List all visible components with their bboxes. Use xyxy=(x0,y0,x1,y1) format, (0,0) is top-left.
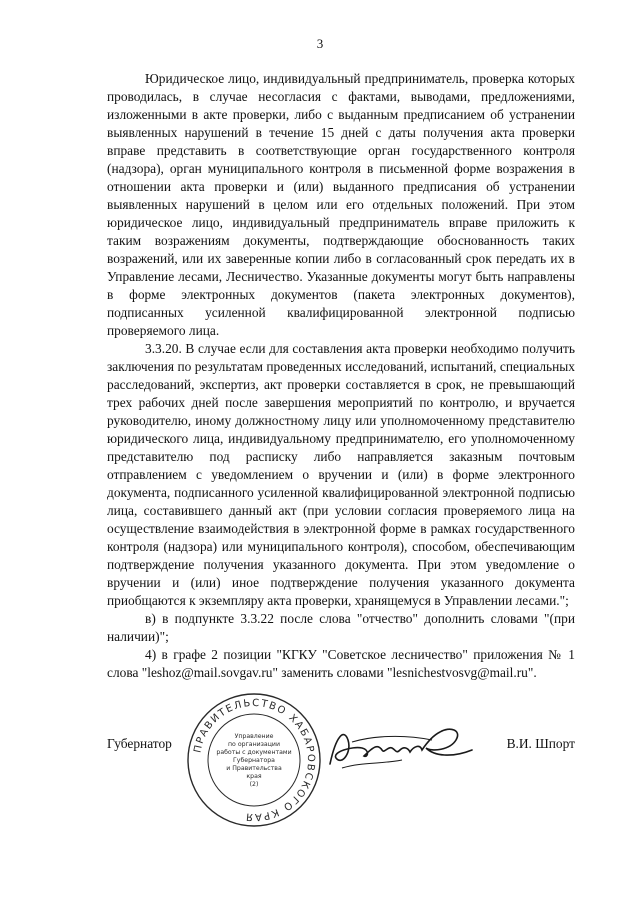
svg-text:работы с документами: работы с документами xyxy=(216,749,292,756)
paragraph-objections: Юридическое лицо, индивидуальный предприниматель, проверка которых проводилась, в случае несогласия с фактами, выводами, предложениями, изложенными в акте проверки, либо с выданным предписанием об устранении выявленных нарушений в течение 15 дней с даты получения акта проверки вправе представить в соответствующие орган государственного контроля (надзора), орган муниципального контроля в письменной форме возражения в отношении акта проверки и (или) выданного предписания об устранении выявленных нарушений в целом или его отдельных положений. При этом юридическое лицо, индивидуальный предприниматель вправе приложить к таким возражениям документы, подтверждающие обоснованность таких возражений, или их заверенные копии либо в согласованный срок передать их в Управление лесами, Лесничество. Указанные документы могут быть направлены в форме электронных документов (пакета электронных документов), подписанных усиленной квалифицированной электронной подписью проверяемого лица. xyxy=(107,71,575,338)
signatory-name: В.И. Шпорт xyxy=(506,736,575,751)
paragraph-3-3-20: 3.3.20. В случае если для составления акта проверки необходимо получить заключения по результатам проведенных исследований, испытаний, специальных расследований, экспертиз, акт проверки составляется в срок, не превышающий трех рабочих дней после завершения мероприятий по контролю, и вручается руководителю, иному должностному лицу или уполномоченному представителю юридического лица, индивидуальному предпринимателю, его уполномоченному представителю под расписку либо направляется заказным почтовым отправлением с уведомлением о вручении и (или) в форме электронного документа, подписанного усиленной квалифицированной электронной подписью лица, составившего данный акт (при условии согласия проверяемого лица на осуществление взаимодействия в электронной форме в рамках государственного контроля (надзора) или муниципального контроля), способом, обеспечивающим подтверждение получения указанного документа. При этом уведомление о вручении и (или) иное подтверждение получения указанного документа приобщаются к экземпляру акта проверки, хранящемуся в Управлении лесами."; xyxy=(107,341,575,608)
paragraph-item-4: 4) в графе 2 позиции "КГКУ "Советское лесничество" приложения № 1 слова "leshoz@mail.sovgav.ru" заменить словами "lesnichestvosvg@mail.ru". xyxy=(107,647,575,680)
svg-text:Управление: Управление xyxy=(234,733,274,740)
paragraph-subitem-v: в) в подпункте 3.3.22 после слова "отчество" дополнить словами "(при наличии)"; xyxy=(107,611,575,644)
signatory-title: Губернатор xyxy=(107,736,172,751)
page-number: 3 xyxy=(316,36,324,51)
svg-text:(2): (2) xyxy=(249,781,259,788)
handwritten-signature xyxy=(322,706,482,776)
svg-text:и Правительства: и Правительства xyxy=(226,765,282,772)
svg-text:по организации: по организации xyxy=(228,741,280,748)
seal-inner-text xyxy=(216,733,291,788)
seal-ring-text: ПРАВИТЕЛЬСТВО ХАБАРОВСКОГО КРАЯ xyxy=(192,697,317,823)
svg-text:края: края xyxy=(246,773,262,780)
document-body xyxy=(107,70,575,682)
official-seal xyxy=(184,690,324,830)
svg-text:Губернатора: Губернатора xyxy=(233,757,275,764)
